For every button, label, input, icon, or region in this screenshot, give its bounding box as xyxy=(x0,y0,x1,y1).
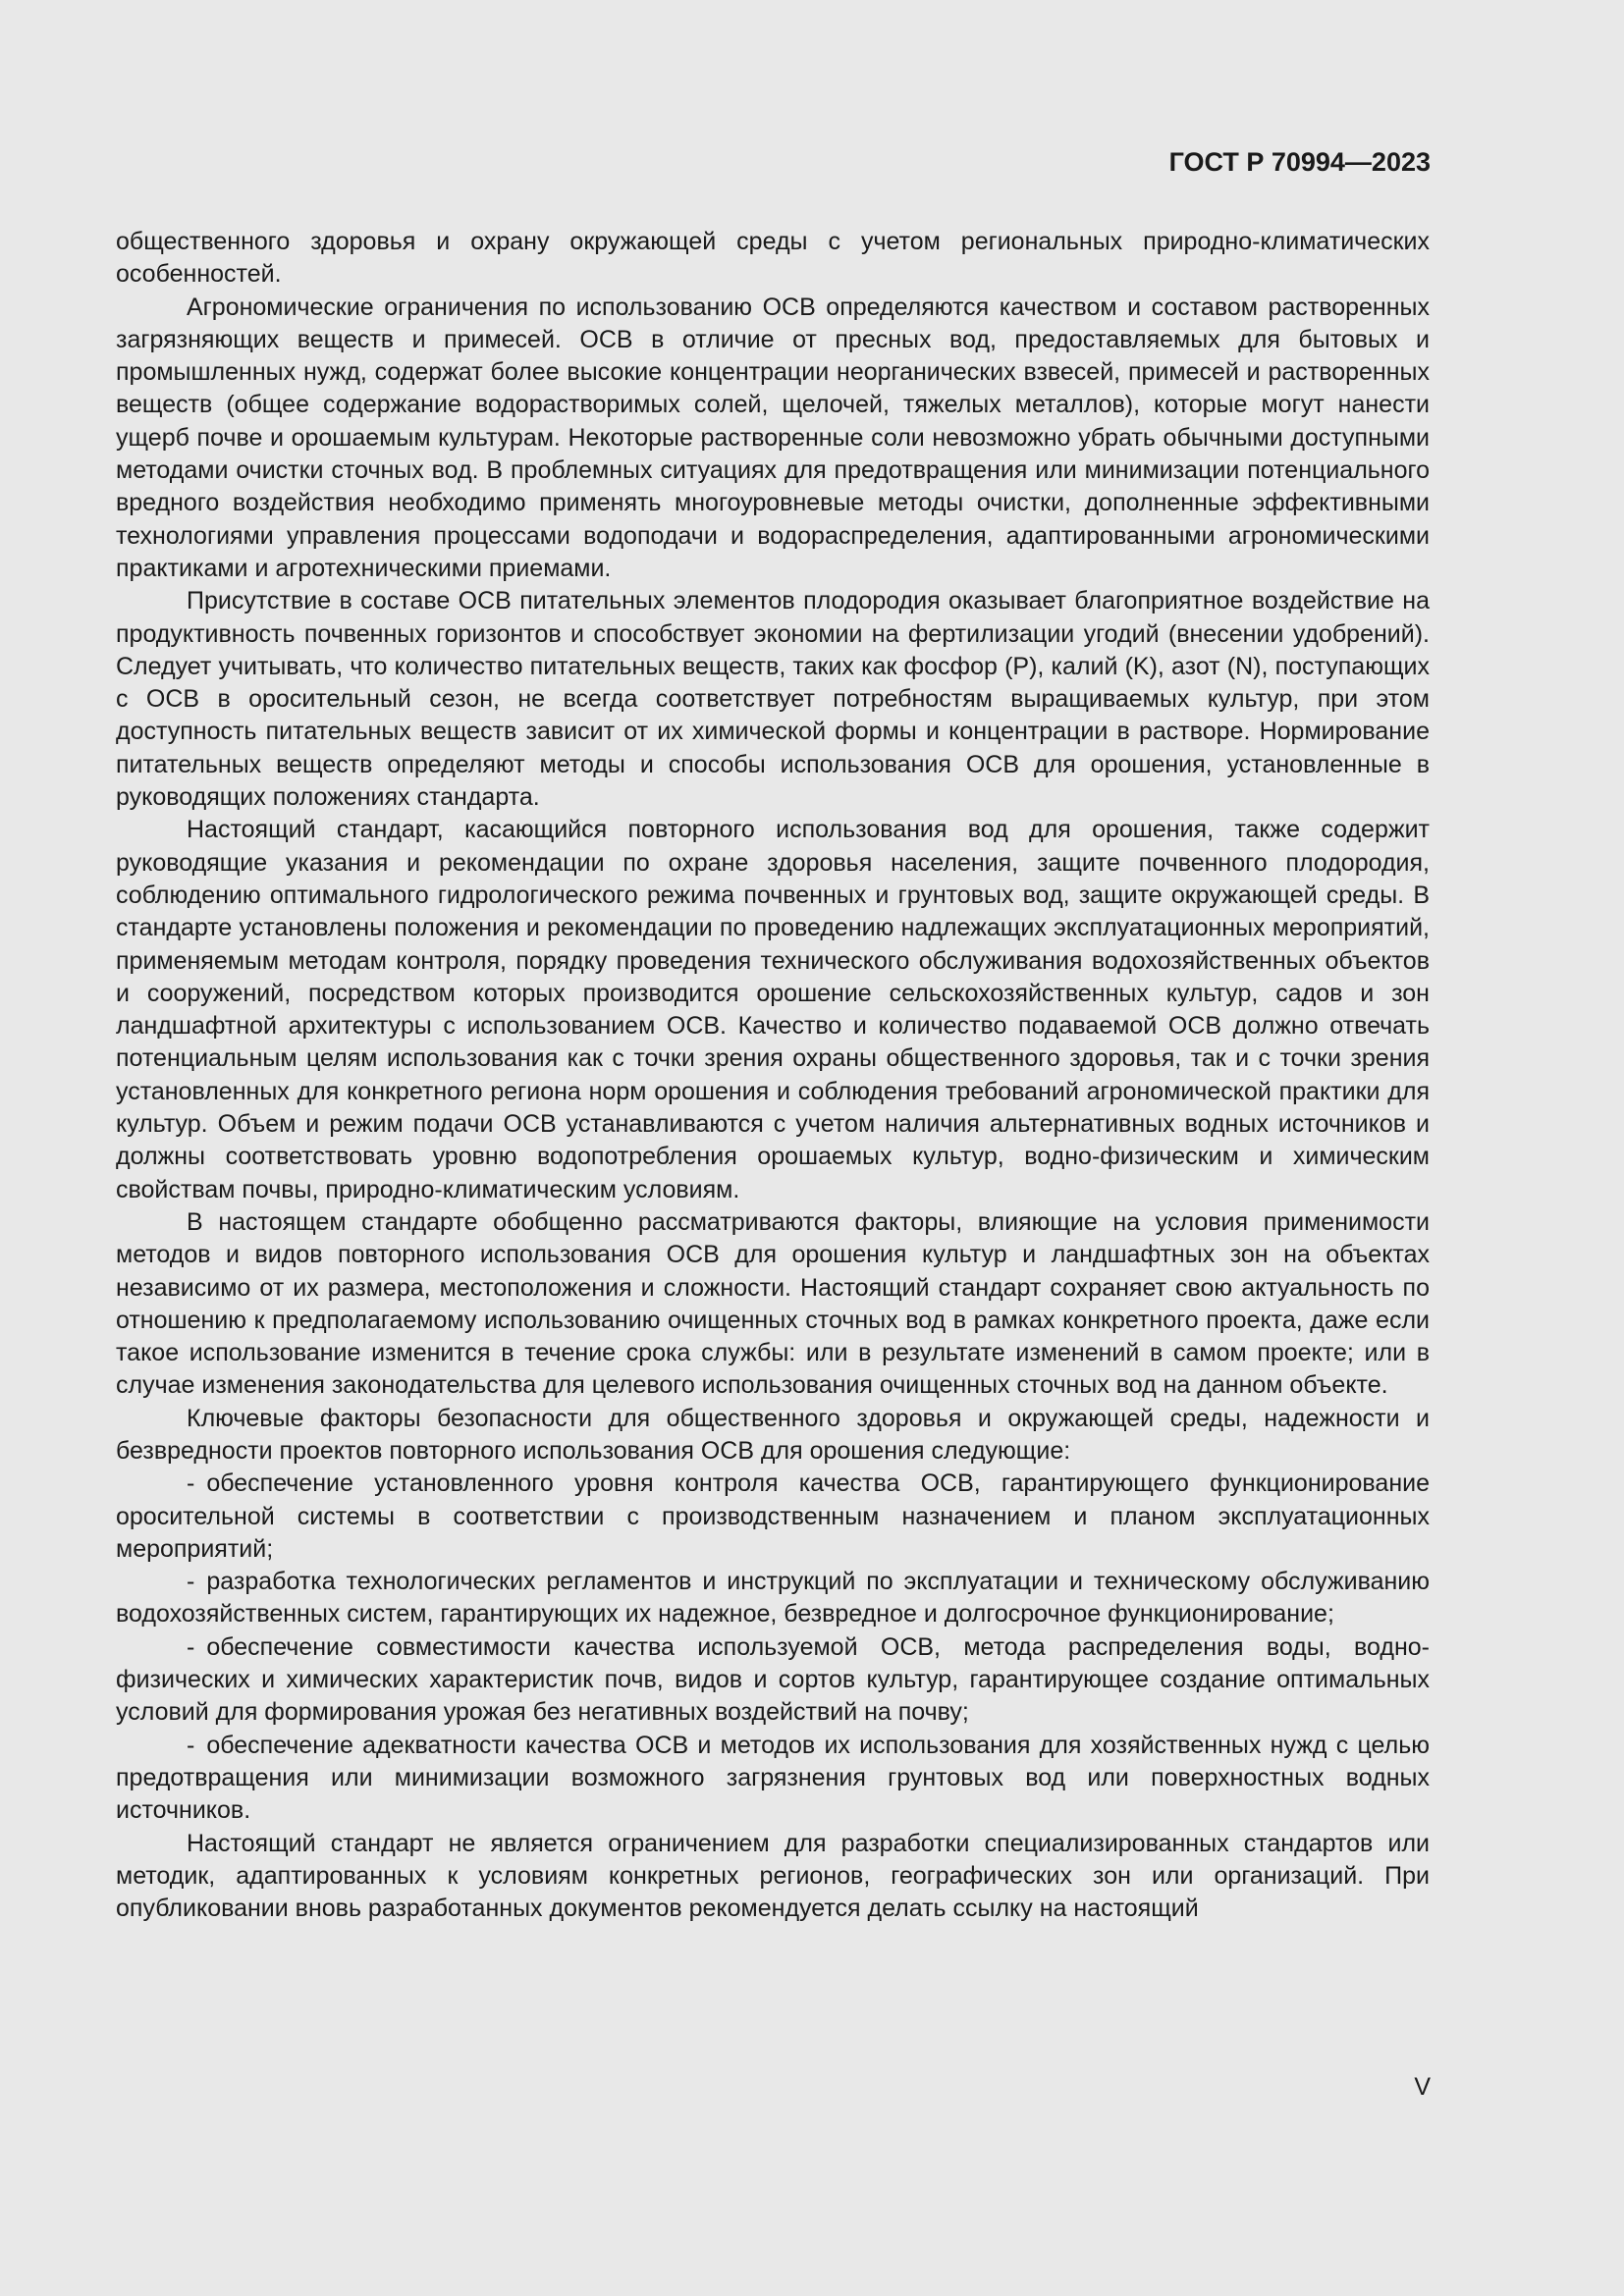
paragraph: Ключевые факторы безопасности для общественного здоровья и окружающей среды, надежности и безвредности проектов повторного использования ОСВ для орошения следующие: xyxy=(116,1404,1430,1465)
paragraph: В настоящем стандарте обобщенно рассматриваются факторы, влияющие на условия применимости методов и видов повторного использования ОСВ для орошения культур и ландшафтных зон на объектах независимо от их размера, местоположения и сложности. Настоящий стандарт сохраняет свою актуальность по отношению к предполагаемому использованию очищенных сточных вод в рамках конкретного проекта, даже если такое использование изменится в течение срока службы: или в результате изменений в самом проекте; или в случае изменения законодательства для целевого использования очищенных сточных вод на данном объекте. xyxy=(116,1207,1430,1400)
list-item-text: разработка технологических регламентов и инструкций по эксплуатации и техническому обслуживанию водохозяйственных систем, гарантирующих их надежное, безвредное и долгосрочное функционирование; xyxy=(116,1568,1430,1629)
paragraph-continuation: общественного здоровья и охрану окружающей среды с учетом региональных природно-климатических особенностей. xyxy=(116,228,1430,289)
page-number: V xyxy=(1414,2073,1431,2101)
list-dash: - xyxy=(187,1731,195,1759)
paragraph-closing: Настоящий стандарт не является ограничением для разработки специализированных стандартов или методик, адаптированных к условиям конкретных регионов, географических зон или организаций. При опубликовании вновь разработанных документов рекомендуется делать ссылку на настоящий xyxy=(116,1829,1430,1923)
list-item xyxy=(116,1566,1430,1631)
paragraph: Агрономические ограничения по использованию ОСВ определяются качеством и составом растворенных загрязняющих веществ и примесей. ОСВ в отличие от пресных вод, предоставляемых для бытовых и промышленных нужд, содержат более высокие концентрации неорганических взвесей, примесей и растворенных веществ (общее содержание водорастворимых солей, щелочей, тяжелых металлов), которые могут нанести ущерб почве и орошаемым культурам. Некоторые растворенные соли невозможно убрать обычными доступными методами очистки сточных вод. В проблемных ситуациях для предотвращения или минимизации потенциального вредного воздействия необходимо применять многоуровневые методы очистки, дополненные эффективными технологиями управления процессами водоподачи и водораспределения, адаптированными агрономическими практиками и агротехническими приемами. xyxy=(116,293,1430,582)
list-dash: - xyxy=(187,1568,195,1596)
list-item xyxy=(116,1468,1430,1566)
list-item-text: обеспечение установленного уровня контроля качества ОСВ, гарантирующего функционирование оросительной системы в соответствии с производственным назначением и планом эксплуатационных мероприятий; xyxy=(116,1469,1430,1563)
list-item xyxy=(116,1730,1430,1828)
list-dash: - xyxy=(187,1632,195,1661)
list-item-text: обеспечение совместимости качества используемой ОСВ, метода распределения воды, водно-физических и химических характеристик почв, видов и сортов культур, гарантирующее создание оптимальных условий для формирования урожая без негативных воздействий на почву; xyxy=(116,1632,1430,1727)
list-item-text: обеспечение адекватности качества ОСВ и методов их использования для хозяйственных нужд с целью предотвращения или минимизации возможного загрязнения грунтовых вод или поверхностных водных источников. xyxy=(116,1731,1430,1825)
paragraph: Присутствие в составе ОСВ питательных элементов плодородия оказывает благоприятное воздействие на продуктивность почвенных горизонтов и способствует экономии на фертилизации угодий (внесении удобрений). Следует учитывать, что количество питательных веществ, таких как фосфор (P), калий (K), азот (N), поступающих с ОСВ в оросительный сезон, не всегда соответствует потребностям выращиваемых культур, при этом доступность питательных веществ зависит от их химической формы и концентрации в растворе. Нормирование питательных веществ определяют методы и способы использования ОСВ для орошения, установленные в руководящих положениях стандарта. xyxy=(116,587,1430,812)
list-item xyxy=(116,1631,1430,1730)
list-dash: - xyxy=(187,1469,195,1498)
document-body xyxy=(116,226,1430,1925)
document-code-header: ГОСТ Р 70994—2023 xyxy=(1168,147,1431,177)
paragraph: Настоящий стандарт, касающийся повторного использования вод для орошения, также содержит руководящие указания и рекомендации по охране здоровья населения, защите почвенного плодородия, соблюдению оптимального гидрологического режима почвенных и грунтовых вод, защите окружающей среды. В стандарте установлены положения и рекомендации по проведению надлежащих эксплуатационных мероприятий, применяемым методам контроля, порядку проведения технического обслуживания водохозяйственных объектов и сооружений, посредством которых производится орошение сельскохозяйственных культур, садов и зон ландшафтной архитектуры с использованием ОСВ. Качество и количество подаваемой ОСВ должно отвечать потенциальным целям использования как с точки зрения охраны общественного здоровья, так и с точки зрения установленных для конкретного региона норм орошения и соблюдения требований агрономической практики для культур. Объем и режим подачи ОСВ устанавливаются с учетом наличия альтернативных водных источников и должны соответствовать уровню водопотребления орошаемых культур, водно-физическим и химическим свойствам почвы, природно-климатическим условиям. xyxy=(116,816,1430,1203)
